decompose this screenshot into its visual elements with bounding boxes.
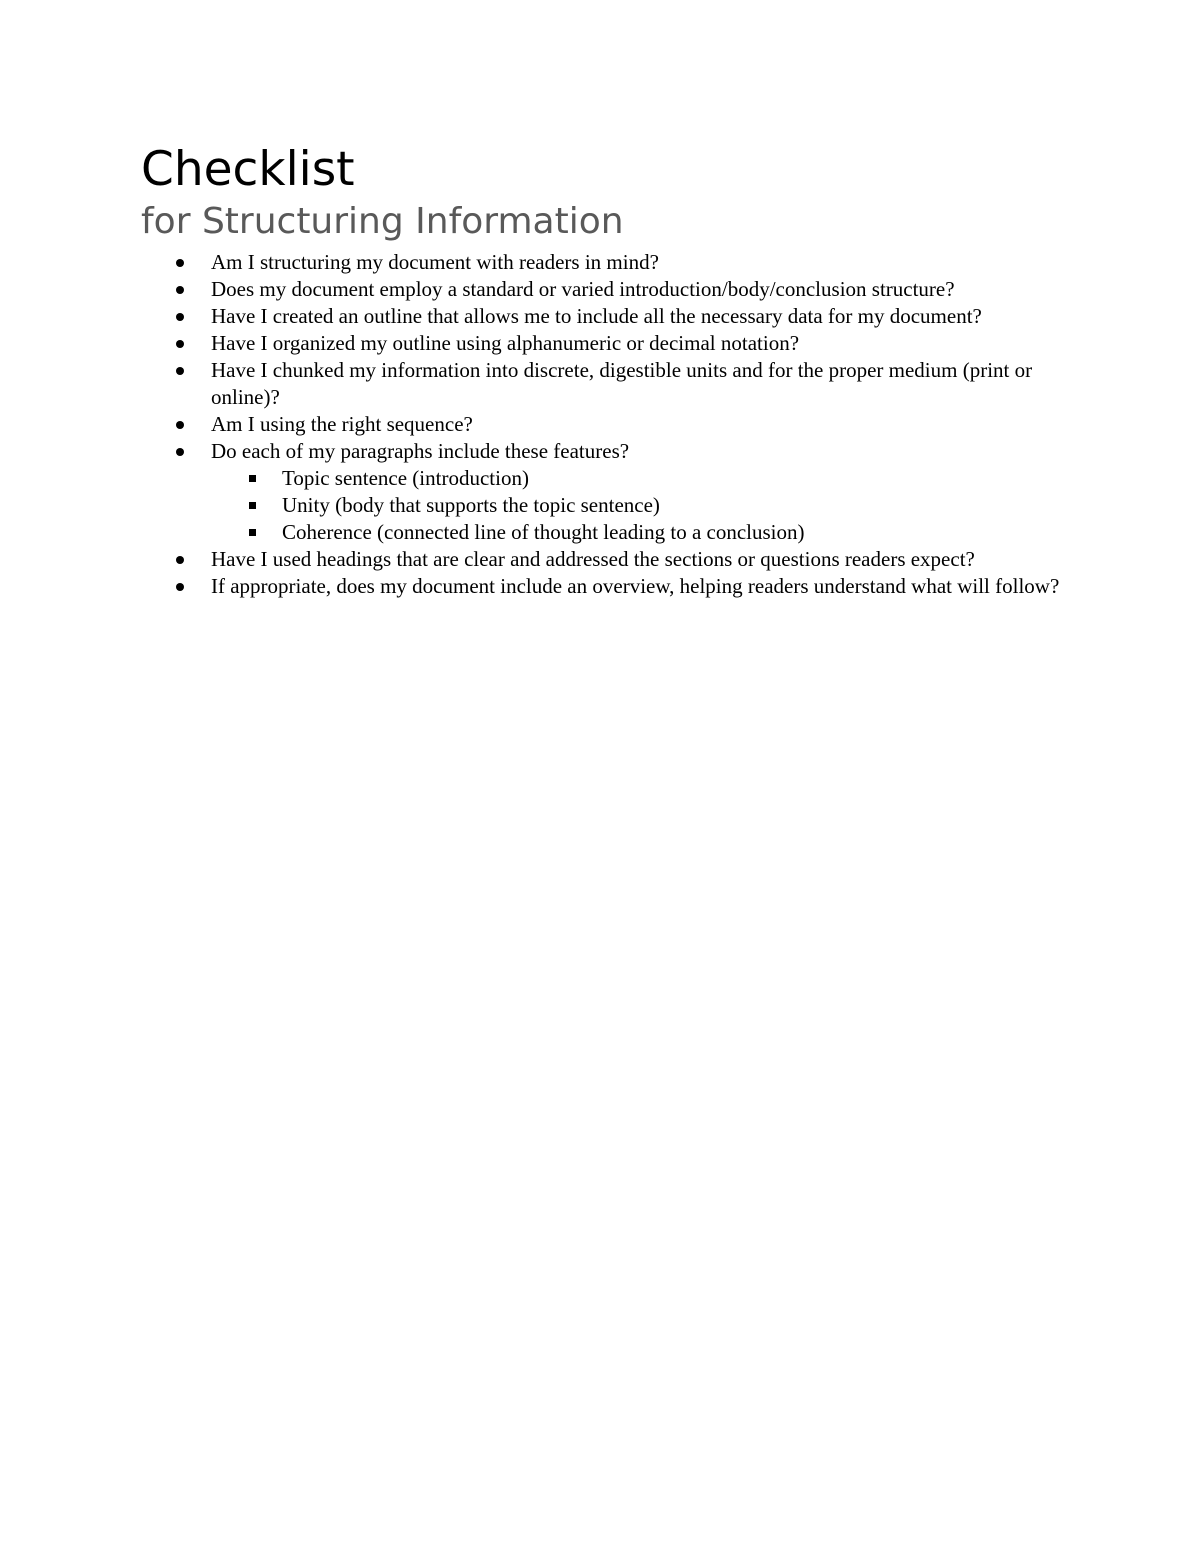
bullet-dot-icon — [176, 340, 184, 348]
page-title: Checklist — [141, 142, 355, 197]
checklist-subitem — [0, 465, 1062, 492]
bullet-dot-icon — [176, 259, 184, 267]
checklist-item — [0, 357, 1061, 411]
bullet-dot-icon — [176, 583, 184, 591]
checklist-item-text: Have I created an outline that allows me to include all the necessary data for my document? — [211, 304, 982, 328]
bullet-dot-icon — [176, 421, 184, 429]
checklist-item — [0, 573, 1061, 600]
bullet-dot-icon — [176, 448, 184, 456]
bullet-dot-icon — [176, 556, 184, 564]
checklist-item-text: Do each of my paragraphs include these features? — [211, 439, 630, 463]
checklist-subitem-text: Unity (body that supports the topic sentence) — [282, 493, 660, 517]
checklist-item-text: Have I chunked my information into discrete, digestible units and for the proper medium (print or online)? — [211, 358, 1033, 409]
checklist-item — [0, 249, 1061, 276]
checklist-item-text: Does my document employ a standard or varied introduction/body/conclusion structure? — [211, 277, 955, 301]
checklist-item — [0, 546, 1061, 573]
bullet-dot-icon — [176, 313, 184, 321]
checklist-subitem — [0, 492, 1062, 519]
checklist-item — [0, 411, 1061, 438]
checklist-item-text: Have I used headings that are clear and addressed the sections or questions readers expect? — [211, 547, 975, 571]
checklist-subitem — [0, 519, 1062, 546]
checklist-item — [0, 330, 1061, 357]
checklist-subitem-text: Coherence (connected line of thought leading to a conclusion) — [282, 520, 805, 544]
bullet-square-icon — [249, 529, 256, 536]
checklist-item-text: If appropriate, does my document include an overview, helping readers understand what will follow? — [211, 574, 1060, 598]
checklist-item — [0, 303, 1061, 330]
checklist — [0, 249, 1200, 600]
bullet-dot-icon — [176, 286, 184, 294]
bullet-dot-icon — [176, 367, 184, 375]
checklist-item-text: Am I structuring my document with readers in mind? — [211, 250, 659, 274]
checklist-item-text: Am I using the right sequence? — [211, 412, 473, 436]
checklist-subitem-text: Topic sentence (introduction) — [282, 466, 529, 490]
bullet-square-icon — [249, 475, 256, 482]
bullet-square-icon — [249, 502, 256, 509]
checklist-item — [0, 276, 1061, 303]
checklist-item-text: Have I organized my outline using alphanumeric or decimal notation? — [211, 331, 800, 355]
checklist-item — [0, 438, 1061, 465]
page-subtitle: for Structuring Information — [141, 201, 624, 242]
